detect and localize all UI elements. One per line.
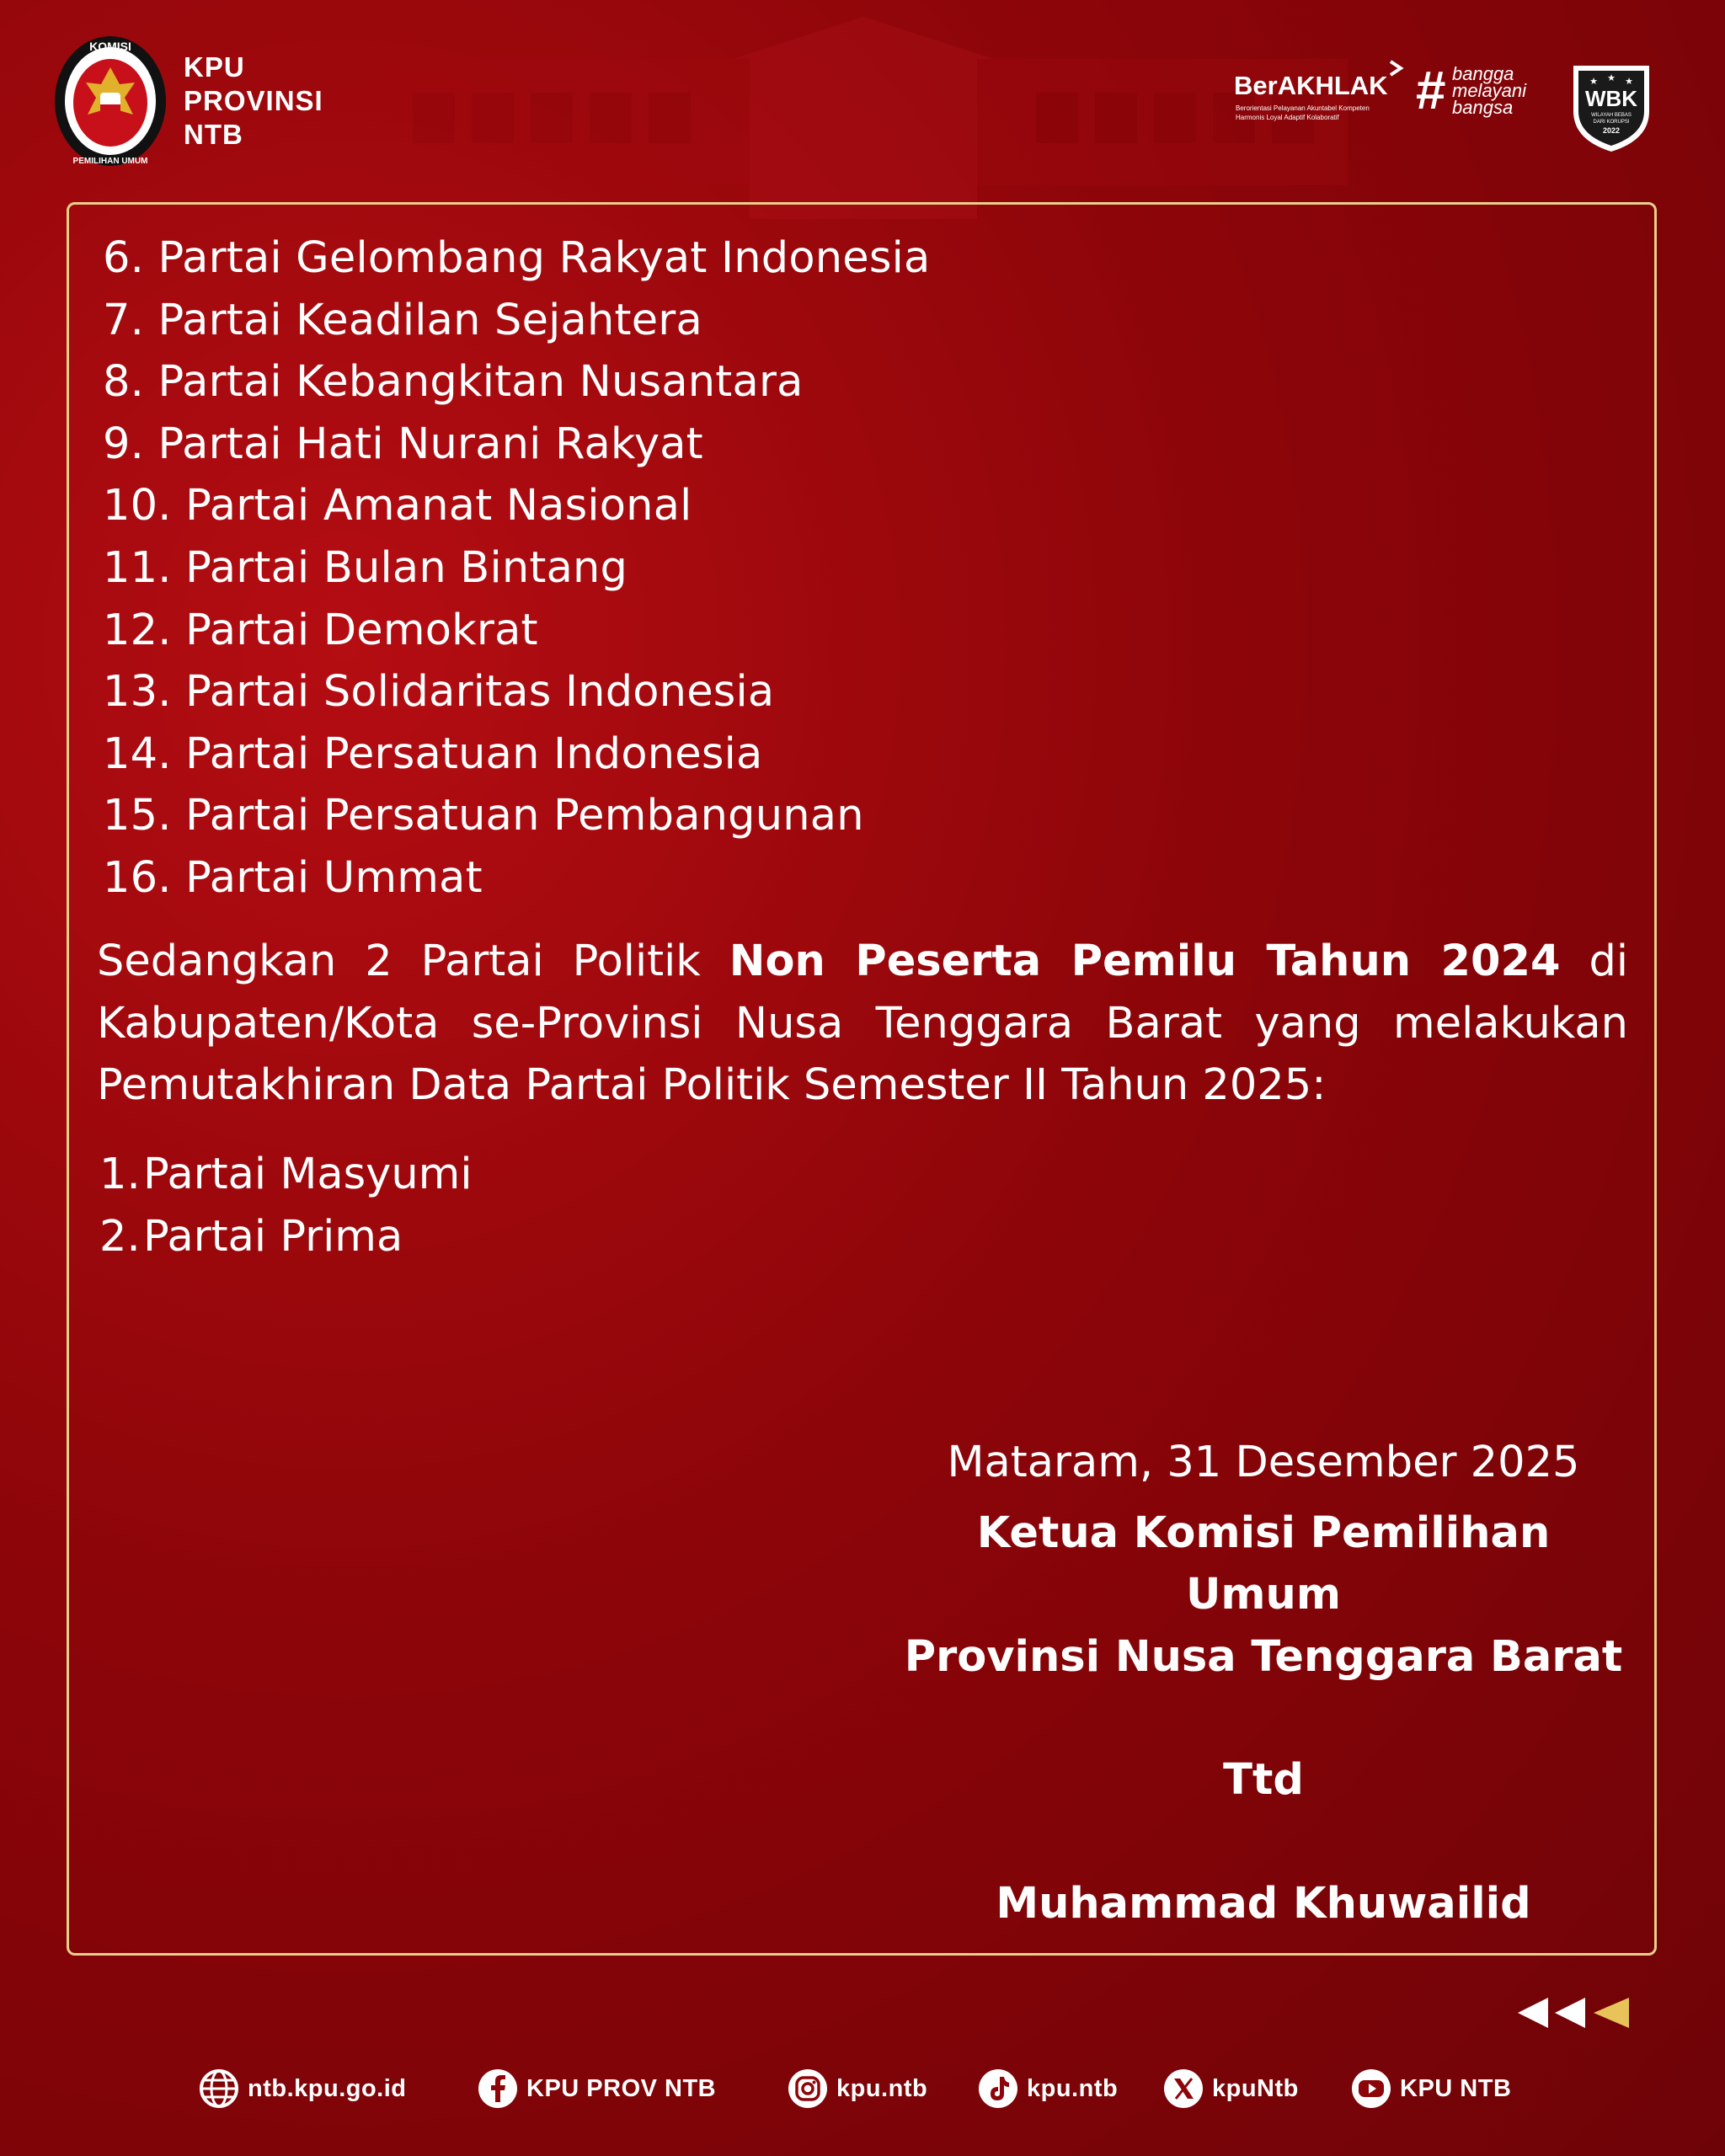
facebook-link[interactable]: [478, 2065, 716, 2112]
list-item: 6. Partai Gelombang Rakyat Indonesia: [103, 233, 931, 283]
signature-ttd: Ttd: [1223, 1755, 1304, 1806]
non-participant-paragraph: [97, 931, 1628, 1117]
svg-text:★: ★: [1625, 76, 1633, 87]
instagram-link[interactable]: [788, 2065, 927, 2112]
org-name-line-1: KPU: [184, 51, 245, 83]
list-item: 7. Partai Keadilan Sejahtera: [103, 295, 702, 345]
list-item: 14. Partai Persatuan Indonesia: [103, 728, 763, 779]
logo-ring-bottom-text: PEMILIHAN UMUM: [72, 157, 148, 166]
wbk-subtitle-1: WILAYAH BEBAS: [1591, 113, 1632, 118]
tiktok-icon: [978, 2068, 1018, 2109]
facebook-icon: [478, 2068, 518, 2109]
party-list: [103, 227, 930, 910]
org-name-line-3: NTB: [184, 119, 243, 150]
instagram-label: kpu.ntb: [836, 2074, 928, 2102]
x-twitter-icon: [1163, 2068, 1204, 2109]
list-item: 8. Partai Kebangkitan Nusantara: [103, 357, 804, 408]
tiktok-label: kpu.ntb: [1027, 2074, 1119, 2102]
list-item: 9. Partai Hati Nurani Rakyat: [103, 419, 703, 469]
non-participant-list: [99, 1144, 473, 1267]
list-item: 12. Partai Demokrat: [103, 605, 538, 655]
org-name: [184, 51, 323, 152]
paragraph-rest: di Kabupaten/Kota se-Provinsi Nusa Tenggara Barat yang melakukan Pemutakhiran Data Partai Politik Semester II Tahun 2025:: [97, 937, 1629, 1111]
berakhlak-logo: [1234, 59, 1402, 126]
youtube-label: KPU NTB: [1400, 2074, 1512, 2102]
list-item: [99, 1206, 473, 1268]
party-name: Partai Masyumi: [143, 1150, 473, 1199]
website-label: ntb.kpu.go.id: [248, 2074, 407, 2102]
previous-arrows-icon: [1518, 1994, 1636, 2031]
bangga-melayani-bangsa-logo: [1415, 60, 1541, 123]
signature-block: [893, 1432, 1634, 1935]
wbk-subtitle-2: DARI KORUPSI: [1593, 120, 1630, 125]
youtube-icon: [1351, 2068, 1391, 2109]
website-link[interactable]: [199, 2065, 407, 2112]
tiktok-link[interactable]: [978, 2065, 1118, 2112]
header: [0, 0, 1725, 194]
instagram-icon: [788, 2068, 828, 2109]
footer-social-bar: [0, 2065, 1725, 2116]
org-name-line-2: PROVINSI: [184, 85, 323, 116]
paragraph-intro: Sedangkan 2 Partai Politik: [97, 937, 729, 986]
list-item: 11. Partai Bulan Bintang: [103, 542, 628, 593]
x-link[interactable]: [1163, 2065, 1299, 2112]
berakhlak-chevron-icon: [1387, 59, 1406, 77]
wbk-title: WBK: [1584, 86, 1638, 111]
signatory-name: Muhammad Khuwailid: [996, 1878, 1531, 1929]
bangga-word-3: bangsa: [1452, 97, 1514, 118]
hashtag-icon: #: [1415, 60, 1445, 120]
svg-text:★: ★: [1589, 76, 1598, 87]
list-item: [99, 1144, 473, 1206]
list-number: 1.: [99, 1150, 141, 1199]
berakhlak-tagline-2: Harmonis Loyal Adaptif Kolaboratif: [1236, 114, 1339, 121]
paragraph-bold-phrase: Non Peserta Pemilu Tahun 2024: [729, 937, 1561, 986]
berakhlak-wordmark: BerAKHLAK: [1234, 71, 1388, 100]
x-label: kpuNtb: [1212, 2074, 1299, 2102]
wbk-badge-logo: [1568, 59, 1654, 153]
signature-date: Mataram, 31 Desember 2025: [947, 1438, 1580, 1487]
youtube-link[interactable]: [1351, 2065, 1511, 2112]
list-item: 15. Partai Persatuan Pembangunan: [103, 791, 864, 841]
bangga-word-2: melayani: [1452, 80, 1527, 101]
list-item: 13. Partai Solidaritas Indonesia: [103, 667, 775, 718]
signature-title-line-1: Ketua Komisi Pemilihan Umum: [976, 1508, 1551, 1620]
list-item: 16. Partai Ummat: [103, 852, 483, 903]
signature-title-line-2: Provinsi Nusa Tenggara Barat: [904, 1631, 1623, 1682]
logo-ring-top-text: KOMISI: [89, 40, 131, 53]
svg-text:★: ★: [1607, 72, 1616, 83]
facebook-label: KPU PROV NTB: [526, 2074, 717, 2102]
globe-icon: [199, 2068, 239, 2109]
list-number: 2.: [99, 1211, 141, 1262]
party-name: Partai Prima: [143, 1211, 403, 1262]
wbk-year: 2022: [1602, 126, 1621, 135]
kpu-emblem-logo: [52, 34, 168, 168]
list-item: 10. Partai Amanat Nasional: [103, 481, 692, 531]
berakhlak-tagline-1: Berorientasi Pelayanan Akuntabel Kompeten: [1236, 104, 1370, 112]
bangga-word-1: bangga: [1452, 63, 1514, 84]
